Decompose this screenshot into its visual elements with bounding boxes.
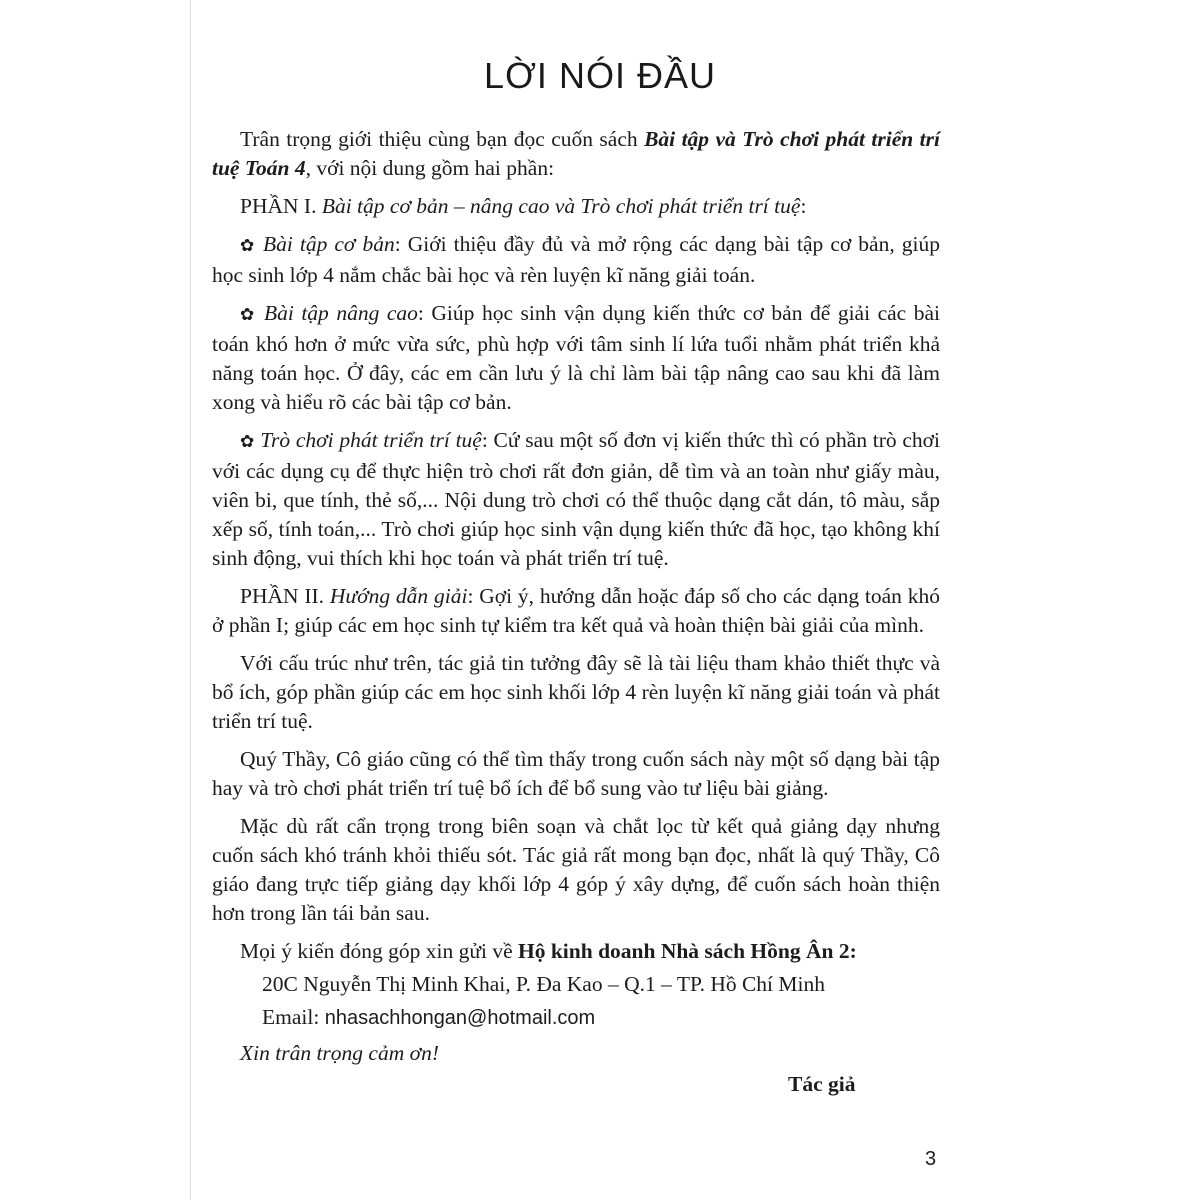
preface-body bbox=[212, 125, 940, 1068]
bullet-text: : Giúp học sinh vận dụng kiến thức cơ bản để giải các bài toán khó hơn ở mức vừa sức, phù hợp với tâm sinh lí lứa tuổi nhằm phát triển khả năng toán học. Ở đây, các em cần lưu ý là chỉ làm bài tập nâng cao sau khi đã làm xong và hiểu rõ các bài tập cơ bản. bbox=[212, 301, 941, 414]
author-signature: Tác giả bbox=[788, 1072, 856, 1096]
part2-paragraph bbox=[212, 582, 940, 640]
bullet-term: Trò chơi phát triển trí tuệ bbox=[260, 428, 482, 452]
page-edge-line bbox=[190, 0, 191, 1200]
intro-text-end: , với nội dung gồm hai phần: bbox=[305, 156, 555, 180]
contact-org: Hộ kinh doanh Nhà sách Hồng Ân 2: bbox=[518, 939, 857, 963]
part1-title: Bài tập cơ bản – nâng cao và Trò chơi phát triển trí tuệ bbox=[321, 194, 801, 218]
bullet-advanced bbox=[212, 299, 940, 417]
part1-colon: : bbox=[800, 194, 807, 218]
page-number: 3 bbox=[925, 1148, 937, 1170]
contact-intro-text: Mọi ý kiến đóng góp xin gửi về bbox=[240, 939, 518, 963]
thanks-line: Xin trân trọng cảm ơn! bbox=[240, 1041, 439, 1065]
intro-text: Trân trọng giới thiệu cùng bạn đọc cuốn sách bbox=[240, 127, 645, 151]
part2-title: Hướng dẫn giải bbox=[329, 584, 468, 608]
part2-label: PHẦN II. bbox=[240, 584, 330, 608]
apology-paragraph: Mặc dù rất cẩn trọng trong biên soạn và chắt lọc từ kết quả giảng dạy nhưng cuốn sách khó tránh khỏi thiếu sót. Tác giả rất mong bạn đọc, nhất là quý Thầy, Cô giáo đang trực tiếp giảng dạy khối lớp 4 góp ý xây dựng, để cuốn sách hoàn thiện hơn trong lần tái bản sau. bbox=[212, 814, 940, 925]
intro-paragraph bbox=[212, 125, 940, 183]
bullet-basic bbox=[212, 230, 940, 290]
structure-paragraph: Với cấu trúc như trên, tác giả tin tưởng đây sẽ là tài liệu tham khảo thiết thực và bổ ích, góp phần giúp các em học sinh khối lớp 4 rèn luyện kĩ năng giải toán và phát triển trí tuệ. bbox=[212, 651, 940, 733]
part1-label: PHẦN I. bbox=[240, 194, 322, 218]
bullet-games bbox=[212, 426, 940, 573]
book-title: Bài tập và Trò chơi phát triển trí tuệ Toán 4 bbox=[212, 127, 940, 180]
contact-intro bbox=[212, 937, 940, 966]
flower-icon: ✿ bbox=[240, 305, 257, 325]
bullet-text: : Giới thiệu đầy đủ và mở rộng các dạng bài tập cơ bản, giúp học sinh lớp 4 nắm chắc bài học và rèn luyện kĩ năng giải toán. bbox=[212, 232, 940, 287]
bullet-term: Bài tập nâng cao bbox=[263, 301, 418, 325]
email-label: Email: bbox=[262, 1005, 325, 1029]
email-address: nhasachhongan@hotmail.com bbox=[324, 1007, 596, 1029]
bullet-text: : Cứ sau một số đơn vị kiến thức thì có phần trò chơi với các dụng cụ để thực hiện trò chơi rất đơn giản, dễ tìm và an toàn như giấy màu, viên bi, que tính, thẻ số,... Nội dung trò chơi có thể thuộc dạng cắt dán, tô màu, sắp xếp số, tính toán,... Trò chơi giúp học sinh vận dụng kiến thức đã học, tạo không khí sinh động, vui thích khi học toán và phát triển trí tuệ. bbox=[212, 428, 940, 570]
teachers-paragraph: Quý Thầy, Cô giáo cũng có thể tìm thấy trong cuốn sách này một số dạng bài tập hay và trò chơi phát triển trí tuệ bổ ích để bổ sung vào tư liệu bài giảng. bbox=[212, 747, 940, 800]
flower-icon: ✿ bbox=[240, 432, 255, 452]
page-title: LỜI NÓI ĐẦU bbox=[484, 55, 716, 96]
contact-address: 20C Nguyễn Thị Minh Khai, P. Đa Kao – Q.1 – TP. Hồ Chí Minh bbox=[262, 972, 825, 996]
contact-email-line bbox=[262, 1003, 940, 1033]
part2-text: : Gợi ý, hướng dẫn hoặc đáp số cho các dạng toán khó ở phần I; giúp các em học sinh tự kiểm tra kết quả và hoàn thiện bài giải của mình. bbox=[212, 584, 940, 637]
bullet-term: Bài tập cơ bản bbox=[262, 232, 395, 256]
flower-icon: ✿ bbox=[240, 236, 256, 256]
part1-heading bbox=[212, 192, 940, 221]
